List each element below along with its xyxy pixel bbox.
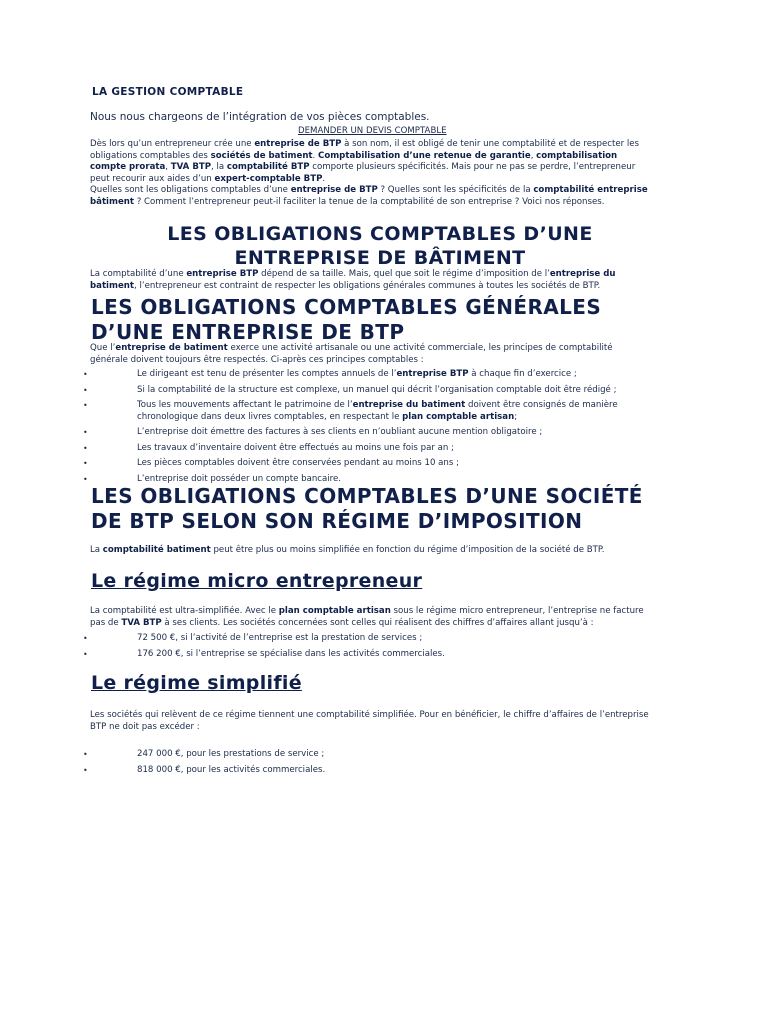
list-micro-seuils: [0, 633, 660, 664]
list-item-text: [137, 749, 324, 759]
list-item: [0, 458, 660, 470]
text-run: peut être plus ou moins simplifiée en fonction du régime d’imposition de la société de BTP.: [210, 545, 605, 555]
list-item-text: [137, 649, 445, 659]
list-item-text: [137, 443, 454, 453]
text-run: Les sociétés qui relèvent de ce régime tiennent une comptabilité simplifiée. Pour en bénéficier, le chiffre d’affaires de l’entreprise BTP ne doit pas excéder :: [90, 710, 649, 732]
paragraph-regime: [90, 545, 650, 557]
bold-keyword: expert-comptable BTP: [214, 173, 323, 184]
heading-regime-imposition: LES OBLIGATIONS COMPTABLES D’UNE SOCIÉTÉ DE BTP SELON SON RÉGIME D’IMPOSITION: [91, 484, 643, 533]
bullet-icon: •: [83, 443, 88, 453]
bold-keyword: entreprise BTP: [396, 369, 469, 379]
paragraph-simplifie: [90, 710, 650, 733]
bullet-icon: •: [83, 765, 88, 775]
text-run: Que l’: [90, 343, 116, 353]
text-run: Dès lors qu’un entrepreneur crée une: [90, 139, 255, 149]
bullet-icon: •: [83, 370, 88, 379]
text-run: La comptabilité d’une: [90, 269, 187, 279]
bold-keyword: comptabilité BTP: [226, 162, 310, 172]
text-run: ;: [514, 411, 518, 422]
text-run: ? Comment l’entrepreneur peut-il faciliter la tenue de la comptabilité de son entreprise ? Voici nos réponses.: [134, 196, 605, 207]
text-run: Le dirigeant est tenu de présenter les comptes annuels de l’: [137, 369, 397, 379]
text-run: 176 200 €, si l’entreprise se spécialise dans les activités commerciales.: [137, 648, 445, 659]
paragraph-intro-2: [90, 185, 650, 208]
paragraph-intro-1: [90, 139, 650, 185]
list-item: [0, 385, 660, 397]
bullet-icon: •: [83, 401, 88, 410]
text-run: La comptabilité est ultra-simplifiée. Avec le: [90, 606, 279, 616]
text-run: exerce une activité artisanale ou une activité commerciale, les principes de comptabilité générale doivent toujours être respectés. Ci-après ces principes comptables :: [90, 343, 613, 365]
bold-keyword: entreprise de batiment: [115, 343, 228, 353]
text-run: ? Quelles sont les spécificités de la: [377, 185, 534, 195]
bullet-icon: •: [83, 385, 88, 395]
list-principes: [0, 369, 660, 489]
paragraph-micro: [90, 606, 650, 629]
bold-keyword: entreprise du batiment: [352, 400, 466, 410]
bold-keyword: entreprise de BTP: [290, 185, 378, 195]
text-run: .: [322, 173, 326, 184]
bullet-icon: •: [83, 474, 88, 484]
bullet-icon: •: [83, 634, 88, 643]
list-item-text: [137, 369, 577, 379]
paragraph-principes: [90, 343, 650, 366]
list-item-text: [137, 765, 325, 775]
text-run: Tous les mouvements affectant le patrimoine de l’: [137, 400, 353, 410]
bold-keyword: Comptabilisation d’une retenue de garantie: [318, 150, 531, 161]
text-run: 247 000 €, pour les prestations de service ;: [137, 749, 325, 759]
text-run: ,: [530, 150, 537, 161]
text-run: ,: [165, 162, 171, 172]
list-item-text: [137, 385, 616, 395]
bold-keyword: plan comptable artisan: [402, 411, 515, 422]
text-run: Les pièces comptables doivent être conservées pendant au moins 10 ans ;: [137, 458, 459, 468]
list-item-text: [137, 458, 459, 468]
text-run: , la: [211, 162, 227, 172]
list-item: [0, 400, 660, 423]
bold-keyword: entreprise du batiment: [90, 269, 616, 291]
list-item: [0, 649, 660, 661]
bullet-icon: •: [83, 459, 88, 468]
bold-keyword: comptabilisation compte prorata: [90, 150, 618, 172]
list-item: [0, 443, 660, 455]
list-item-text: [137, 474, 341, 484]
list-item-text: [137, 633, 422, 643]
text-run: .: [312, 150, 319, 161]
text-run: à son nom, il est obligé de tenir une comptabilité et de respecter les obligations comptables des: [90, 139, 640, 161]
text-run: sous le régime micro entrepreneur, l’entreprise ne facture pas de: [90, 606, 644, 628]
text-run: à ses clients. Les sociétés concernées sont celles qui réalisent des chiffres d’affaires allant jusqu’à :: [161, 617, 594, 628]
text-run: La: [90, 545, 103, 555]
bold-keyword: comptabilité entreprise bâtiment: [90, 185, 648, 207]
text-run: L’entreprise doit émettre des factures à ses clients en n’oubliant aucune mention obligatoire ;: [137, 427, 543, 437]
list-item: [0, 427, 660, 439]
quote-request-link[interactable]: DEMANDER UN DEVIS COMPTABLE: [298, 126, 447, 136]
intro-text: Nous nous chargeons de l’intégration de vos pièces comptables.: [90, 111, 430, 123]
text-run: 818 000 €, pour les activités commerciales.: [137, 764, 326, 775]
bullet-icon: •: [83, 649, 88, 659]
list-item-text: [137, 400, 618, 422]
bold-keyword: plan comptable artisan: [278, 606, 391, 616]
text-run: Quelles sont les obligations comptables d’une: [90, 185, 291, 195]
list-item: [0, 765, 660, 777]
paragraph-taille: [90, 269, 650, 292]
bullet-icon: •: [83, 428, 88, 437]
bullet-icon: •: [83, 750, 88, 759]
document-title: LA GESTION COMPTABLE: [92, 86, 244, 98]
list-item: [0, 633, 660, 645]
text-run: Les travaux d’inventaire doivent être effectués au moins une fois par an ;: [137, 442, 454, 453]
bold-keyword: entreprise BTP: [186, 269, 259, 279]
text-run: à chaque fin d’exercice ;: [468, 369, 577, 379]
text-run: comporte plusieurs spécificités. Mais pour ne pas se perdre, l’entrepreneur peut recourir aux aides d’un: [90, 162, 636, 184]
heading-obligations-batiment: LES OBLIGATIONS COMPTABLES D’UNE ENTREPRISE DE BÂTIMENT: [167, 223, 593, 269]
bold-keyword: TVA BTP: [121, 617, 162, 628]
bold-keyword: TVA BTP: [170, 162, 212, 172]
list-item-text: [137, 427, 542, 437]
heading-obligations-generales: LES OBLIGATIONS COMPTABLES GÉNÉRALES D’UNE ENTREPRISE DE BTP: [91, 295, 602, 344]
heading-regime-simplifie: Le régime simplifié: [91, 672, 302, 694]
bold-keyword: entreprise de BTP: [254, 139, 342, 149]
bold-keyword: sociétés de batiment: [210, 150, 313, 161]
text-run: doivent être consignés de manière chronologique dans deux livres comptables, en respectant le: [137, 400, 618, 422]
text-run: Si la comptabilité de la structure est complexe, un manuel qui décrit l’organisation comptable doit être rédigé ;: [137, 384, 617, 395]
text-run: 72 500 €, si l’activité de l’entreprise est la prestation de services ;: [137, 633, 423, 643]
list-simplifie-seuils: [0, 749, 660, 780]
text-run: , l’entrepreneur est contraint de respecter les obligations générales communes à toutes les sociétés de BTP.: [134, 280, 601, 291]
text-run: dépend de sa taille. Mais, quel que soit le régime d’imposition de l’: [258, 269, 550, 279]
text-run: L’entreprise doit posséder un compte bancaire.: [137, 473, 342, 484]
list-item: [0, 369, 660, 381]
list-item: [0, 749, 660, 761]
bold-keyword: comptabilité batiment: [102, 545, 211, 555]
heading-micro-entrepreneur: Le régime micro entrepreneur: [91, 570, 423, 592]
